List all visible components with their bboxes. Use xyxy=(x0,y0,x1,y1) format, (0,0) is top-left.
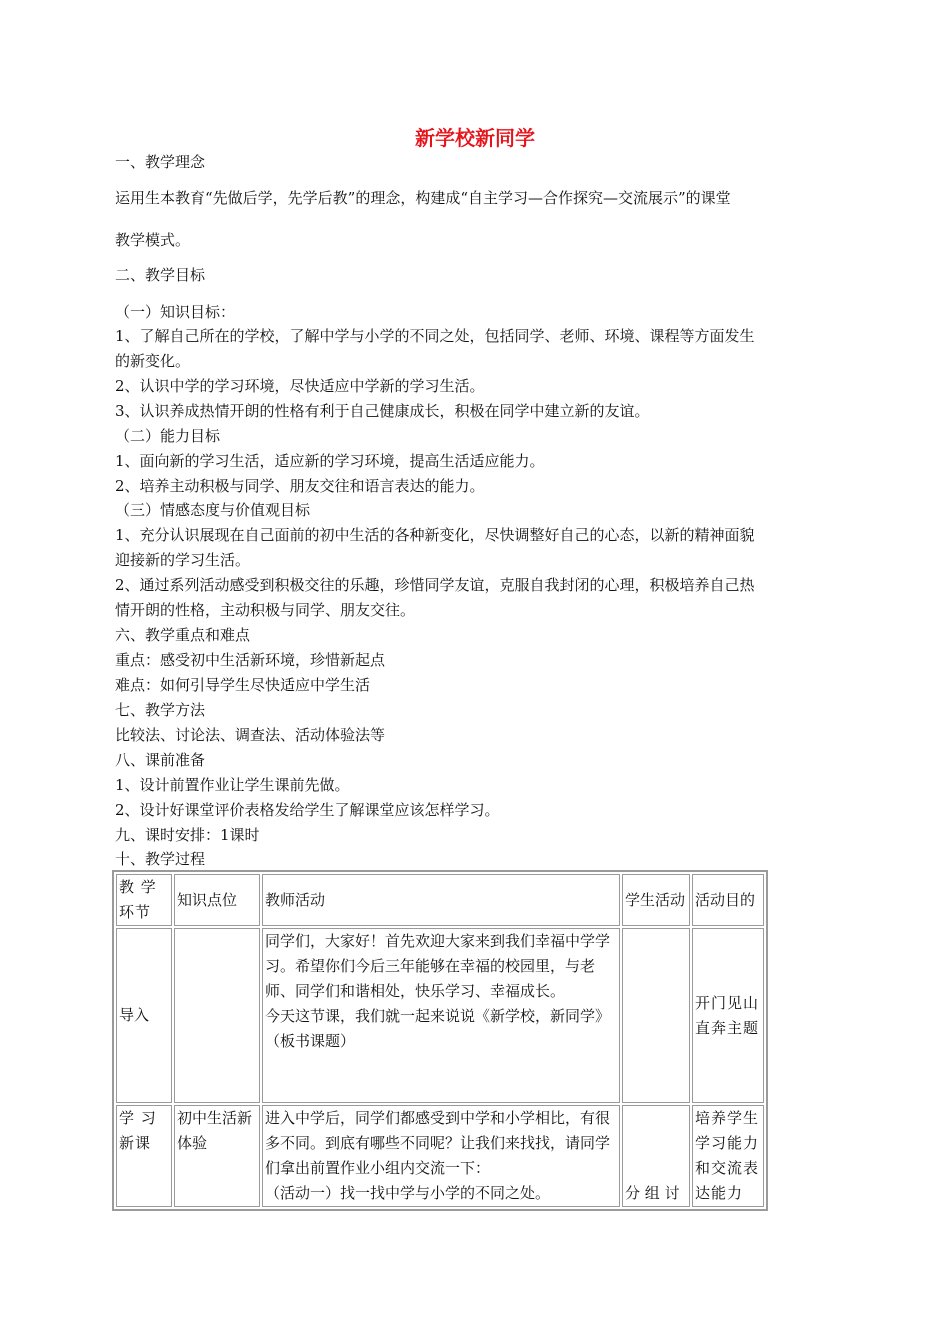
paragraph-line: 2、认识中学的学习环境，尽快适应中学新的学习生活。 xyxy=(115,377,485,395)
paragraph-line: 1、了解自己所在的学校，了解中学与小学的不同之处，包括同学、老师、环境、课程等方面发生 xyxy=(115,327,755,345)
cell-teacher-activity: 进入中学后，同学们都感受到中学和小学相比，有很多不同。到底有哪些不同呢？让我们来找找，请同学们拿出前置作业小组内交流一下： （活动一）找一找中学与小学的不同之处。 xyxy=(262,1105,620,1207)
subsection-heading: （三）情感态度与价值观目标 xyxy=(115,501,311,519)
cell-activity-purpose: 培养学生学习能力和交流表达能力 xyxy=(692,1105,764,1207)
paragraph-line: 3、认识养成热情开朗的性格有利于自己健康成长，积极在同学中建立新的友谊。 xyxy=(115,402,650,420)
subsection-heading: （二）能力目标 xyxy=(115,427,221,445)
table-row xyxy=(116,928,764,1103)
header-teacher-activity: 教师活动 xyxy=(262,874,620,926)
paragraph-line: 1、充分认识展现在自己面前的初中生活的各种新变化，尽快调整好自己的心态，以新的精神面貌 xyxy=(115,526,755,544)
paragraph-line: 教学模式。 xyxy=(115,231,191,249)
paragraph-line: 迎接新的学习生活。 xyxy=(115,551,251,569)
cell-knowledge-point xyxy=(174,928,260,1103)
paragraph-line: 重点：感受初中生活新环境，珍惜新起点 xyxy=(115,651,386,669)
header-stage: 教 学 环节 xyxy=(116,874,172,926)
paragraph-line: 2、通过系列活动感受到积极交往的乐趣，珍惜同学友谊，克服自我封闭的心理，积极培养自己热 xyxy=(115,576,755,594)
subsection-heading: （一）知识目标： xyxy=(115,303,236,321)
document-title: 新学校新同学 xyxy=(415,126,535,150)
paragraph-line: 运用生本教育“先做后学，先学后教”的理念，构建成“自主学习—合作探究—交流展示”的课堂 xyxy=(115,189,731,207)
lesson-process-table xyxy=(112,870,768,1211)
cell-student-activity xyxy=(622,928,690,1103)
paragraph-line: 比较法、讨论法、调查法、活动体验法等 xyxy=(115,726,386,744)
cell-knowledge-point: 初中生活新体验 xyxy=(174,1105,260,1207)
paragraph-line: 2、设计好课堂评价表格发给学生了解课堂应该怎样学习。 xyxy=(115,801,500,819)
header-knowledge-point: 知识点位 xyxy=(174,874,260,926)
section-heading: 八、课前准备 xyxy=(115,751,206,769)
table-row xyxy=(116,1105,764,1207)
table-header-row xyxy=(116,874,764,926)
cell-activity-purpose: 开门见山直奔主题 xyxy=(692,928,764,1103)
header-student-activity: 学生活动 xyxy=(622,874,690,926)
header-activity-purpose: 活动目的 xyxy=(692,874,764,926)
section-heading: 一、教学理念 xyxy=(115,153,206,171)
section-heading: 二、教学目标 xyxy=(115,266,206,284)
paragraph-line: 情开朗的性格，主动积极与同学、朋友交往。 xyxy=(115,601,416,619)
cell-teacher-activity: 同学们，大家好！首先欢迎大家来到我们幸福中学学习。希望你们今后三年能够在幸福的校园里，与老师、同学们和谐相处，快乐学习、幸福成长。 今天这节课，我们就一起来说说《新学校，新同学》（板书课题） xyxy=(262,928,620,1103)
paragraph-line: 的新变化。 xyxy=(115,352,191,370)
cell-stage: 学 习 新课 xyxy=(116,1105,172,1207)
paragraph-line: 2、培养主动积极与同学、朋友交往和语言表达的能力。 xyxy=(115,477,485,495)
section-heading: 六、教学重点和难点 xyxy=(115,626,251,644)
cell-student-activity: 分 组 讨 xyxy=(622,1105,690,1207)
paragraph-line: 1、面向新的学习生活，适应新的学习环境，提高生活适应能力。 xyxy=(115,452,545,470)
paragraph-line: 难点：如何引导学生尽快适应中学生活 xyxy=(115,676,371,694)
paragraph-line: 1、设计前置作业让学生课前先做。 xyxy=(115,776,350,794)
section-heading: 十、教学过程 xyxy=(115,850,206,868)
cell-stage: 导入 xyxy=(116,928,172,1103)
paragraph-line: 九、课时安排：1课时 xyxy=(115,826,260,844)
section-heading: 七、教学方法 xyxy=(115,701,206,719)
